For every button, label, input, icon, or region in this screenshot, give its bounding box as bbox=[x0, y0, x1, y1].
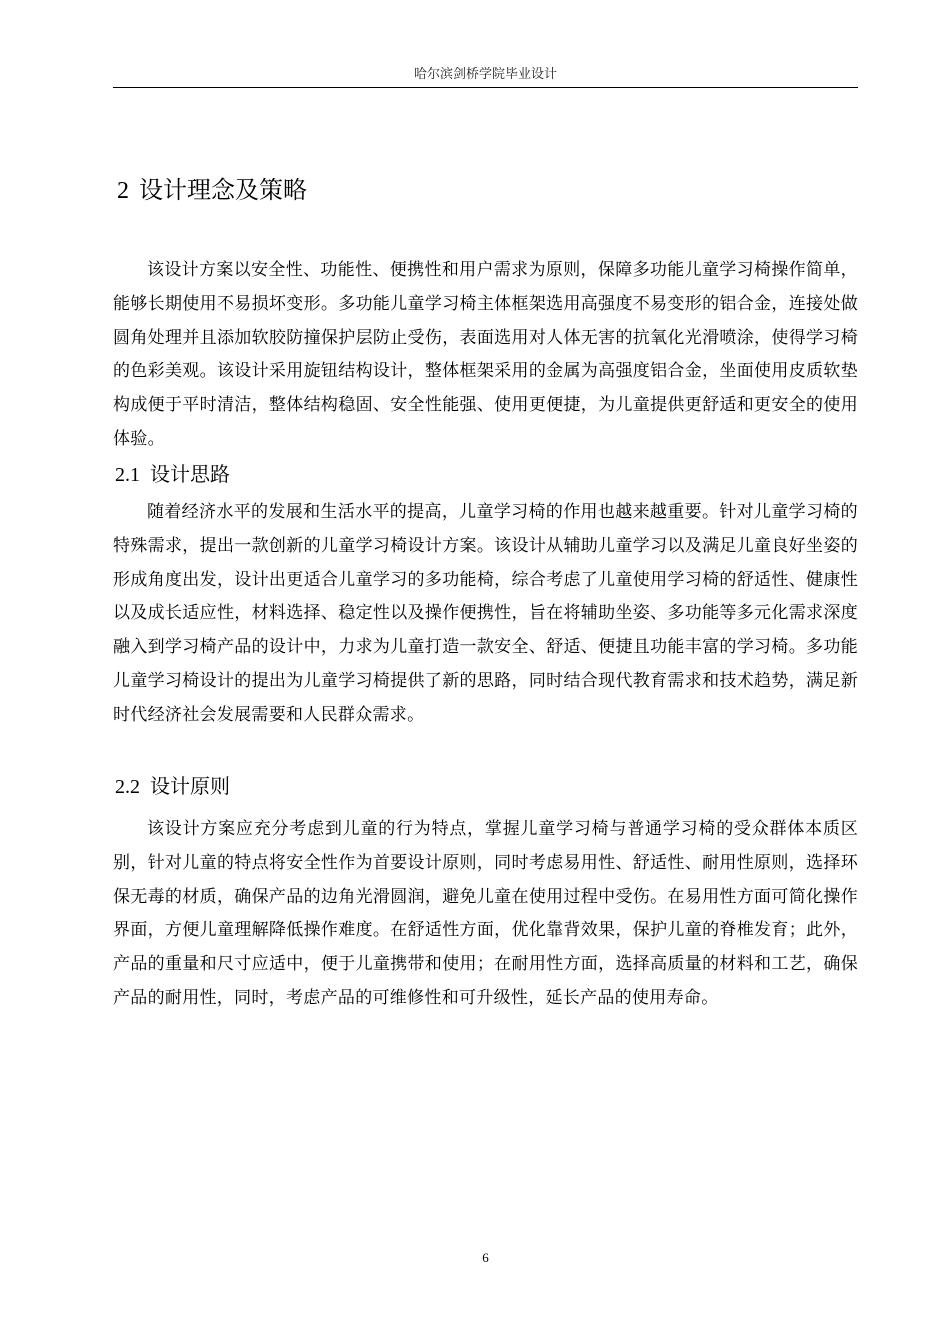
section-heading-2-2 bbox=[115, 771, 230, 802]
chapter-title: 设计理念及策略 bbox=[139, 176, 307, 204]
chapter-intro-paragraph: 该设计方案以安全性、功能性、便携性和用户需求为原则，保障多功能儿童学习椅操作简单，能够长期使用不易损坏变形。多功能儿童学习椅主体框架选用高强度不易变形的铝合金，连接处做圆角处理并且添加软胶防撞保护层防止受伤，表面选用对人体无害的抗氧化光滑喷涂，使得学习椅的色彩美观。该设计采用旋钮结构设计，整体框架采用的金属为高强度铝合金，坐面使用皮质软垫构成便于平时清洁，整体结构稳固、安全性能强、使用更便捷，为儿童提供更舒适和更安全的使用体验。 bbox=[113, 260, 858, 449]
chapter-heading bbox=[117, 172, 307, 209]
header-divider bbox=[113, 87, 858, 88]
section-2-2-paragraph: 该设计方案应充分考虑到儿童的行为特点，掌握儿童学习椅与普通学习椅的受众群体本质区别，针对儿童的特点将安全性作为首要设计原则，同时考虑易用性、舒适性、耐用性原则，选择环保无毒的材质，确保产品的边角光滑圆润，避免儿童在使用过程中受伤。在易用性方面可简化操作界面，方便儿童理解降低操作难度。在舒适性方面，优化靠背效果，保护儿童的脊椎发育；此外，产品的重量和尺寸应适中，便于儿童携带和使用；在耐用性方面，选择高质量的材料和工艺，确保产品的耐用性，同时，考虑产品的可维修性和可升级性，延长产品的使用寿命。 bbox=[113, 819, 858, 1008]
section-number: 2.2 bbox=[115, 776, 140, 798]
page-number: 6 bbox=[482, 1250, 489, 1265]
section-title: 设计思路 bbox=[150, 462, 230, 486]
chapter-number: 2 bbox=[117, 178, 129, 204]
section-heading-2-1 bbox=[115, 459, 230, 490]
section-number: 2.1 bbox=[115, 464, 140, 486]
section-title: 设计原则 bbox=[150, 774, 230, 798]
running-header: 哈尔滨剑桥学院毕业设计 bbox=[413, 67, 557, 82]
section-2-1-paragraph: 随着经济水平的发展和生活水平的提高，儿童学习椅的作用也越来越重要。针对儿童学习椅的特殊需求，提出一款创新的儿童学习椅设计方案。该设计从辅助儿童学习以及满足儿童良好坐姿的形成角度出发，设计出更适合儿童学习的多功能椅，综合考虑了儿童使用学习椅的舒适性、健康性以及成长适应性，材料选择、稳定性以及操作便携性，旨在将辅助坐姿、多功能等多元化需求深度融入到学习椅产品的设计中，力求为儿童打造一款安全、舒适、便捷且功能丰富的学习椅。多功能儿童学习椅设计的提出为儿童学习椅提供了新的思路，同时结合现代教育需求和技术趋势，满足新时代经济社会发展需要和人民群众需求。 bbox=[113, 502, 858, 725]
